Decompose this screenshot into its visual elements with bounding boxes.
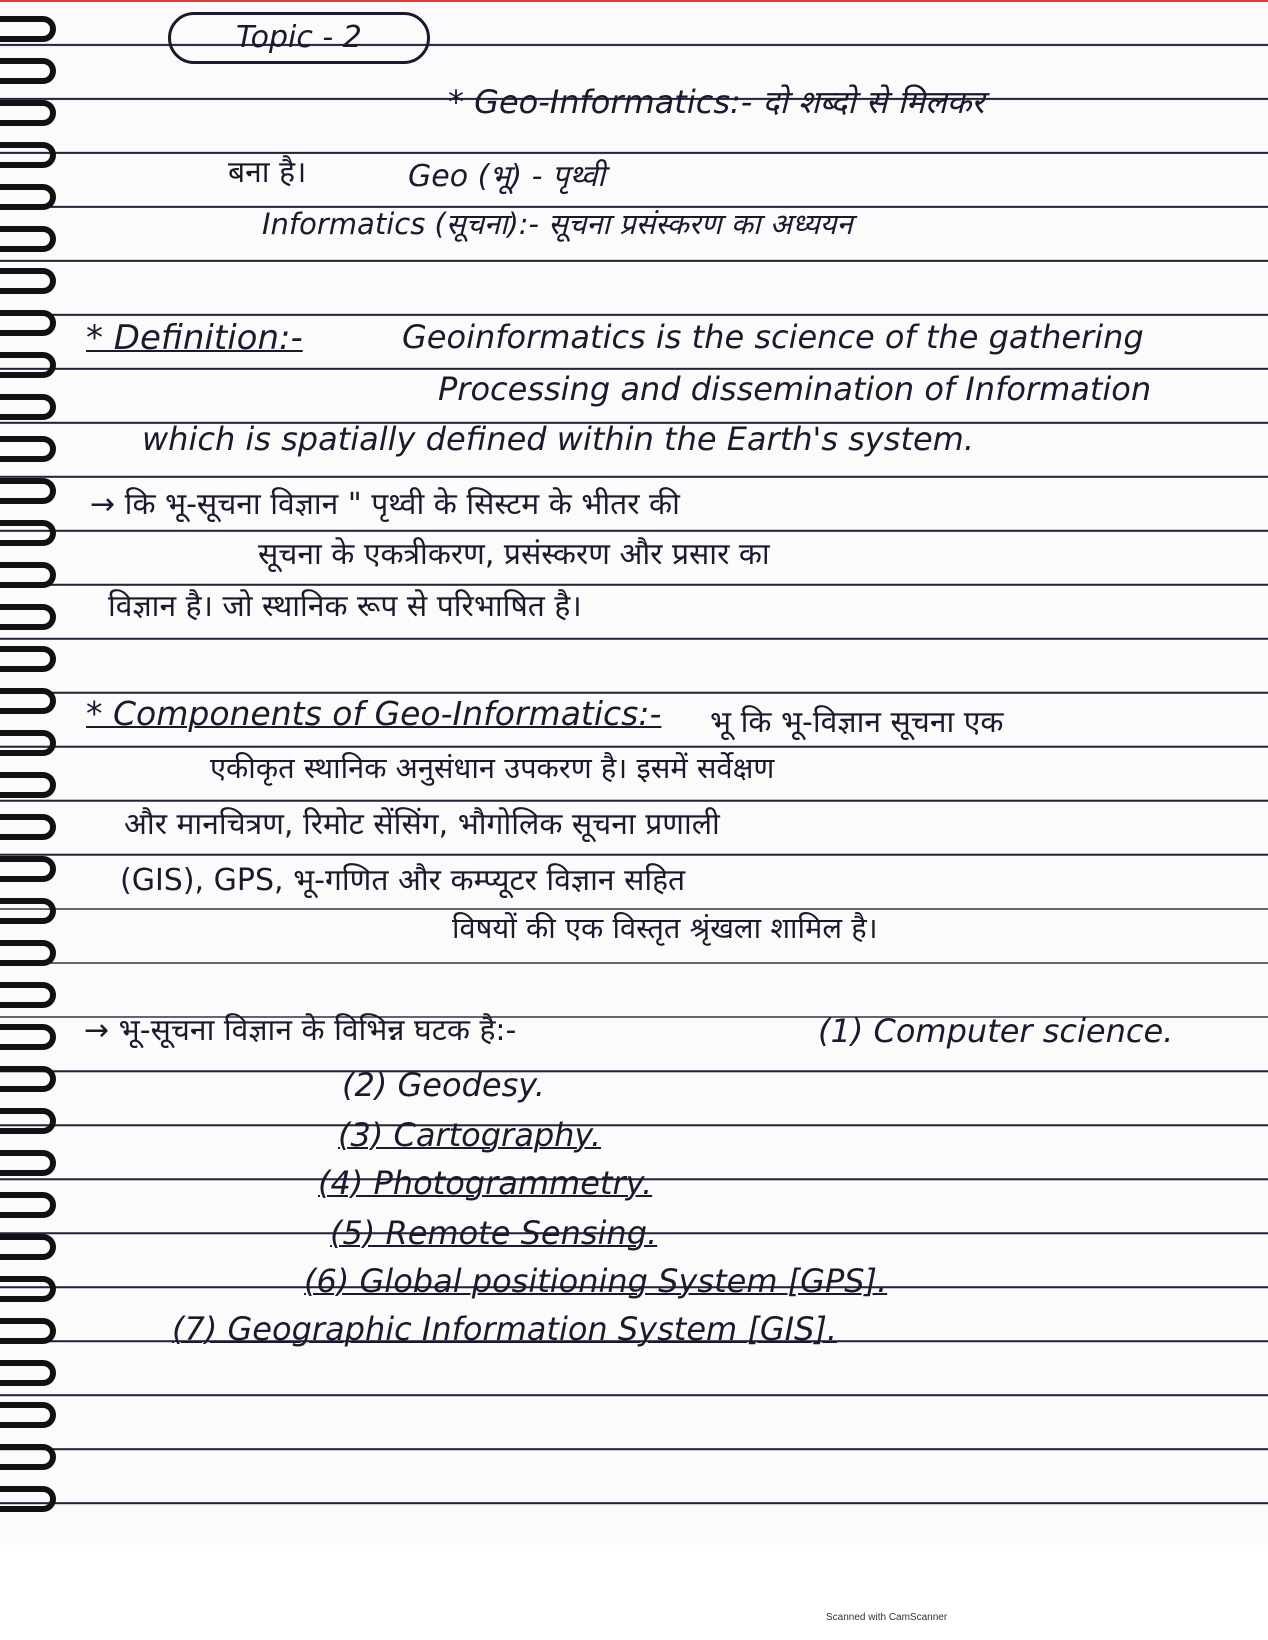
spiral-ring	[0, 940, 56, 966]
spiral-ring	[0, 520, 56, 546]
spiral-ring	[0, 604, 56, 630]
parts-intro: → भू-सूचना विज्ञान के विभिन्न घटक है:-	[84, 1013, 517, 1048]
components-line-2: एकीकृत स्थानिक अनुसंधान उपकरण है। इसमें सर्वेक्षण	[210, 751, 775, 785]
spiral-ring	[0, 1276, 56, 1302]
topic-heading: Topic - 2	[236, 20, 362, 55]
spiral-ring	[0, 352, 56, 378]
spiral-ring	[0, 226, 56, 252]
parts-item-5: (5) Remote Sensing.	[330, 1214, 658, 1252]
spiral-ring	[0, 856, 56, 882]
scanner-watermark: Scanned with CamScanner	[826, 1612, 948, 1623]
components-heading: * Components of Geo-Informatics:-	[86, 694, 662, 733]
definition-hindi-1: → कि भू-सूचना विज्ञान " पृथ्वी के सिस्टम के भीतर की	[90, 487, 680, 522]
spiral-ring	[0, 16, 56, 42]
parts-item-7: (7) Geographic Information System [GIS].	[172, 1310, 838, 1348]
title-continuation: बना है।	[228, 155, 307, 190]
spiral-ring	[0, 142, 56, 168]
components-line-1: भू कि भू-विज्ञान सूचना एक	[710, 705, 1004, 740]
spiral-ring	[0, 772, 56, 798]
definition-hindi-2: सूचना के एकत्रीकरण, प्रसंस्करण और प्रसार का	[258, 537, 770, 572]
definition-line-2: Processing and dissemination of Information	[438, 370, 1152, 408]
spiral-binding	[0, 0, 70, 1545]
spiral-ring	[0, 688, 56, 714]
spiral-ring	[0, 1318, 56, 1344]
definition-line-1: Geoinformatics is the science of the gathering	[402, 318, 1144, 356]
definition-hindi-3: विज्ञान है। जो स्थानिक रूप से परिभाषित है।	[108, 589, 582, 624]
definition-heading: * Definition:-	[86, 318, 303, 358]
spiral-ring	[0, 730, 56, 756]
parts-item-6: (6) Global positioning System [GPS].	[304, 1262, 888, 1300]
informatics-definition: Informatics (सूचना):- सूचना प्रसंस्करण का अध्ययन	[262, 207, 853, 241]
spiral-ring	[0, 184, 56, 210]
spiral-ring	[0, 898, 56, 924]
spiral-ring	[0, 1444, 56, 1470]
geo-definition: Geo (भू) - पृथ्वी	[408, 159, 606, 194]
spiral-ring	[0, 58, 56, 84]
spiral-ring	[0, 1402, 56, 1428]
title-line: * Geo-Informatics:- दो शब्दो से मिलकर	[448, 83, 985, 121]
components-line-5: विषयों की एक विस्तृत श्रृंखला शामिल है।	[452, 911, 878, 945]
spiral-ring	[0, 1234, 56, 1260]
components-line-3: और मानचित्रण, रिमोट सेंसिंग, भौगोलिक सूचना प्रणाली	[124, 807, 720, 842]
spiral-ring	[0, 562, 56, 588]
spiral-ring	[0, 394, 56, 420]
spiral-ring	[0, 478, 56, 504]
spiral-ring	[0, 982, 56, 1008]
parts-item-3: (3) Cartography.	[338, 1116, 602, 1154]
page-top-margin-line	[0, 0, 1268, 2]
spiral-ring	[0, 1108, 56, 1134]
spiral-ring	[0, 1024, 56, 1050]
spiral-ring	[0, 1066, 56, 1092]
spiral-ring	[0, 100, 56, 126]
spiral-ring	[0, 1192, 56, 1218]
spiral-ring	[0, 1486, 56, 1512]
spiral-ring	[0, 1150, 56, 1176]
parts-item-1: (1) Computer science.	[818, 1012, 1174, 1050]
spiral-ring	[0, 436, 56, 462]
spiral-ring	[0, 646, 56, 672]
parts-item-2: (2) Geodesy.	[342, 1066, 545, 1104]
spiral-ring	[0, 814, 56, 840]
spiral-ring	[0, 1360, 56, 1386]
parts-item-4: (4) Photogrammetry.	[318, 1164, 653, 1202]
components-line-4: (GIS), GPS, भू-गणित और कम्प्यूटर विज्ञान सहित	[120, 863, 686, 898]
spiral-ring	[0, 310, 56, 336]
spiral-ring	[0, 268, 56, 294]
definition-line-3: which is spatially defined within the Earth's system.	[142, 420, 975, 458]
